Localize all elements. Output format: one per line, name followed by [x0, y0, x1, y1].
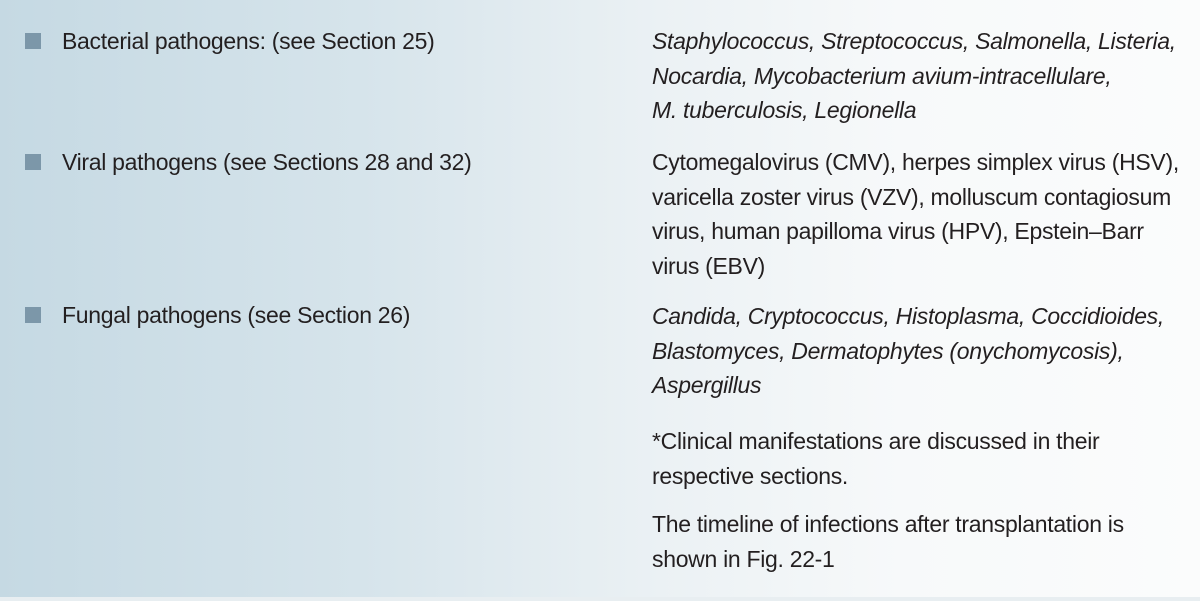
- pathogen-list: [652, 24, 1200, 128]
- pathogen-category-label: Fungal pathogens (see Section 26): [62, 302, 411, 328]
- footnote-clinical-manifestations: [652, 424, 1200, 493]
- square-bullet-icon: [25, 33, 41, 49]
- footnote-line: The timeline of infections after transplantation is: [652, 511, 1124, 537]
- pathogen-list-line: Cytomegalovirus (CMV), herpes simplex virus (HSV),: [652, 149, 1179, 175]
- pathogen-list-line: virus, human papilloma virus (HPV), Epstein–Barr: [652, 218, 1144, 244]
- square-bullet-icon: [25, 307, 41, 323]
- pathogen-list: [652, 145, 1200, 283]
- pathogen-list-line: Nocardia, Mycobacterium avium-intracellulare,: [652, 62, 1112, 89]
- bottom-divider: [0, 597, 1200, 601]
- pathogen-list-line: Blastomyces, Dermatophytes (onychomycosis),: [652, 337, 1124, 364]
- footnote-line: shown in Fig. 22-1: [652, 545, 835, 572]
- footnote-timeline: [652, 507, 1200, 576]
- pathogen-list-line: Candida, Cryptococcus, Histoplasma, Coccidioides,: [652, 303, 1164, 329]
- pathogen-list: [652, 299, 1200, 403]
- pathogen-list-line: Staphylococcus, Streptococcus, Salmonella, Listeria,: [652, 28, 1176, 54]
- pathogen-category-label: Viral pathogens (see Sections 28 and 32): [62, 149, 472, 175]
- pathogen-list-line: varicella zoster virus (VZV), molluscum contagiosum: [652, 183, 1171, 210]
- square-bullet-icon: [25, 154, 41, 170]
- pathogen-category-label: Bacterial pathogens: (see Section 25): [62, 28, 435, 54]
- pathogen-list-line: M. tuberculosis, Legionella: [652, 97, 917, 123]
- footnote-line: *Clinical manifestations are discussed in their: [652, 428, 1100, 454]
- pathogen-list-line: virus (EBV): [652, 252, 765, 279]
- pathogen-list-line: Aspergillus: [652, 372, 762, 398]
- footnote-line: respective sections.: [652, 462, 848, 489]
